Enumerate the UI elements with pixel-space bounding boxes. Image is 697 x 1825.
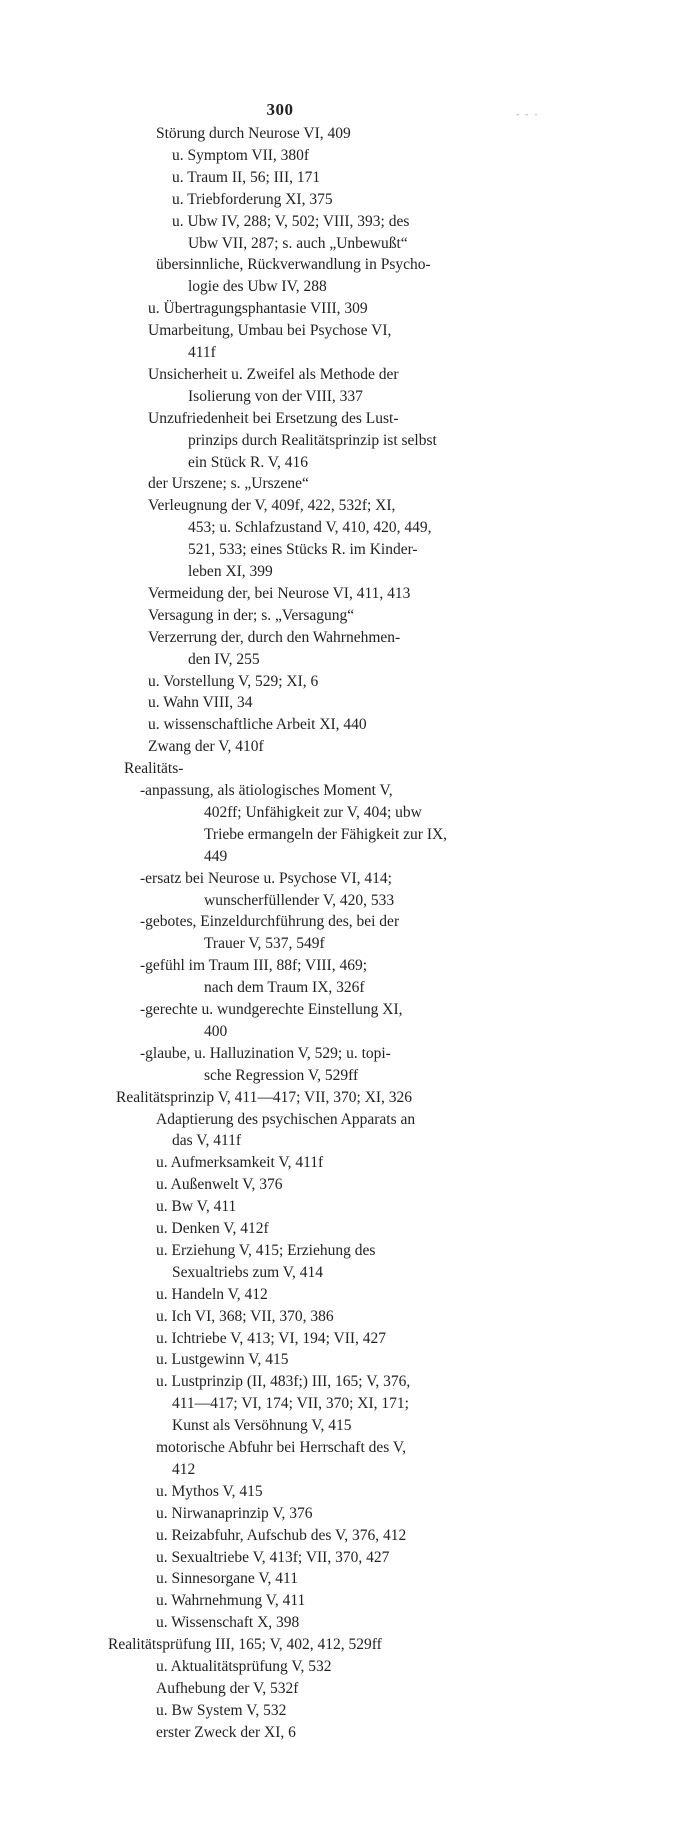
- index-line: der Urszene; s. „Urszene“: [148, 475, 309, 493]
- index-line: -gefühl im Traum III, 88f; VIII, 469;: [140, 957, 368, 975]
- index-line: u. Nirwanaprinzip V, 376: [156, 1504, 313, 1522]
- index-line: 521, 533; eines Stücks R. im Kinder-: [188, 541, 418, 559]
- index-line: leben XI, 399: [188, 563, 273, 580]
- index-line: erster Zweck der XI, 6: [156, 1723, 296, 1741]
- index-line: übersinnliche, Rückverwandlung in Psycho-: [156, 256, 431, 274]
- index-line: -gebotes, Einzeldurchführung des, bei der: [140, 913, 400, 931]
- index-line: das V, 411f: [172, 1132, 242, 1150]
- index-line: u. Mythos V, 415: [156, 1482, 263, 1500]
- print-mark: - - -: [516, 109, 540, 119]
- index-line: 400: [204, 1022, 228, 1040]
- index-line: u. wissenschaftliche Arbeit XI, 440: [148, 716, 367, 734]
- index-line: Trauer V, 537, 549f: [204, 935, 325, 953]
- index-line: Umarbeitung, Umbau bei Psychose VI,: [148, 322, 392, 340]
- index-line: 411f: [188, 344, 216, 361]
- index-line: u. Lustprinzip (II, 483f;) III, 165; V, 376,: [156, 1373, 411, 1391]
- index-line: Aufhebung der V, 532f: [156, 1679, 299, 1697]
- index-line: ein Stück R. V, 416: [188, 453, 308, 471]
- index-line: u. Außenwelt V, 376: [156, 1176, 283, 1194]
- index-line: u. Ich VI, 368; VII, 370, 386: [156, 1307, 334, 1325]
- index-line: 402ff; Unfähigkeit zur V, 404; ubw: [204, 803, 422, 821]
- index-line: Verleugnung der V, 409f, 422, 532f; XI,: [148, 497, 396, 515]
- index-line: motorische Abfuhr bei Herrschaft des V,: [156, 1439, 406, 1456]
- index-line: u. Ichtriebe V, 413; VI, 194; VII, 427: [156, 1329, 387, 1347]
- index-line: u. Bw V, 411: [156, 1198, 237, 1216]
- index-line: Unzufriedenheit bei Ersetzung des Lust-: [148, 409, 399, 427]
- index-line: u. Sexualtriebe V, 413f; VII, 370, 427: [156, 1548, 390, 1566]
- index-line: u. Handeln V, 412: [156, 1285, 268, 1303]
- index-line: prinzips durch Realitätsprinzip ist selbst: [188, 431, 437, 449]
- index-line: u. Sinnesorgane V, 411: [156, 1570, 298, 1588]
- index-line: -glaube, u. Halluzination V, 529; u. topi-: [140, 1044, 391, 1062]
- index-line: u. Triebforderung XI, 375: [172, 190, 333, 208]
- index-line: -gerechte u. wundgerechte Einstellung XI,: [140, 1001, 403, 1018]
- index-line: u. Vorstellung V, 529; XI, 6: [148, 672, 319, 690]
- index-line: Adaptierung des psychischen Apparats an: [156, 1110, 416, 1128]
- index-line: u. Aktualitätsprüfung V, 532: [156, 1658, 332, 1675]
- index-line: Verzerrung der, durch den Wahrnehmen-: [148, 628, 401, 646]
- index-line: 412: [172, 1460, 196, 1478]
- index-line: 453; u. Schlafzustand V, 410, 420, 449,: [188, 519, 432, 537]
- index-line: logie des Ubw IV, 288: [188, 278, 327, 296]
- index-line: nach dem Traum IX, 326f: [204, 979, 365, 997]
- index-line: u. Lustgewinn V, 415: [156, 1351, 289, 1369]
- index-line: Störung durch Neurose VI, 409: [156, 125, 351, 142]
- index-line: Triebe ermangeln der Fähigkeit zur IX,: [204, 825, 448, 843]
- index-line: -ersatz bei Neurose u. Psychose VI, 414;: [140, 869, 392, 887]
- index-line: u. Traum II, 56; III, 171: [172, 168, 321, 186]
- index-line: den IV, 255: [188, 650, 260, 668]
- index-line: sche Regression V, 529ff: [204, 1066, 359, 1084]
- index-line: u. Bw System V, 532: [156, 1701, 287, 1719]
- index-line: Versagung in der; s. „Versagung“: [148, 606, 355, 624]
- index-line: u. Wissenschaft X, 398: [156, 1614, 300, 1632]
- index-line: Realitätsprüfung III, 165; V, 402, 412, 529ff: [108, 1636, 382, 1654]
- index-line: u. Übertragungsphantasie VIII, 309: [148, 300, 368, 318]
- page-number: 300: [266, 100, 294, 119]
- index-line: -anpassung, als ätiologisches Moment V,: [140, 782, 393, 799]
- index-line: Unsicherheit u. Zweifel als Methode der: [148, 365, 399, 383]
- index-line: 449: [204, 847, 228, 865]
- index-line: u. Symptom VII, 380f: [172, 146, 310, 164]
- index-line: Realitätsprinzip V, 411—417; VII, 370; XI, 326: [116, 1088, 413, 1106]
- index-line: 411—417; VI, 174; VII, 370; XI, 171;: [172, 1395, 409, 1413]
- index-line: u. Wahrnehmung V, 411: [156, 1592, 306, 1610]
- index-line: u. Erziehung V, 415; Erziehung des: [156, 1241, 376, 1259]
- index-line: wunscherfüllender V, 420, 533: [204, 891, 395, 909]
- index-line: u. Ubw IV, 288; V, 502; VIII, 393; des: [172, 212, 410, 230]
- index-line: Realitäts-: [124, 760, 184, 778]
- index-line: u. Wahn VIII, 34: [148, 694, 253, 712]
- index-line: Zwang der V, 410f: [148, 738, 264, 756]
- index-line: u. Aufmerksamkeit V, 411f: [156, 1154, 324, 1172]
- index-line: Isolierung von der VIII, 337: [188, 387, 363, 405]
- index-line: Kunst als Versöhnung V, 415: [172, 1417, 352, 1435]
- index-line: Vermeidung der, bei Neurose VI, 411, 413: [148, 584, 411, 602]
- index-line: u. Denken V, 412f: [156, 1220, 269, 1237]
- index-line: Sexualtriebs zum V, 414: [172, 1263, 323, 1281]
- index-line: u. Reizabfuhr, Aufschub des V, 376, 412: [156, 1526, 407, 1544]
- index-line: Ubw VII, 287; s. auch „Unbewußt“: [188, 234, 408, 252]
